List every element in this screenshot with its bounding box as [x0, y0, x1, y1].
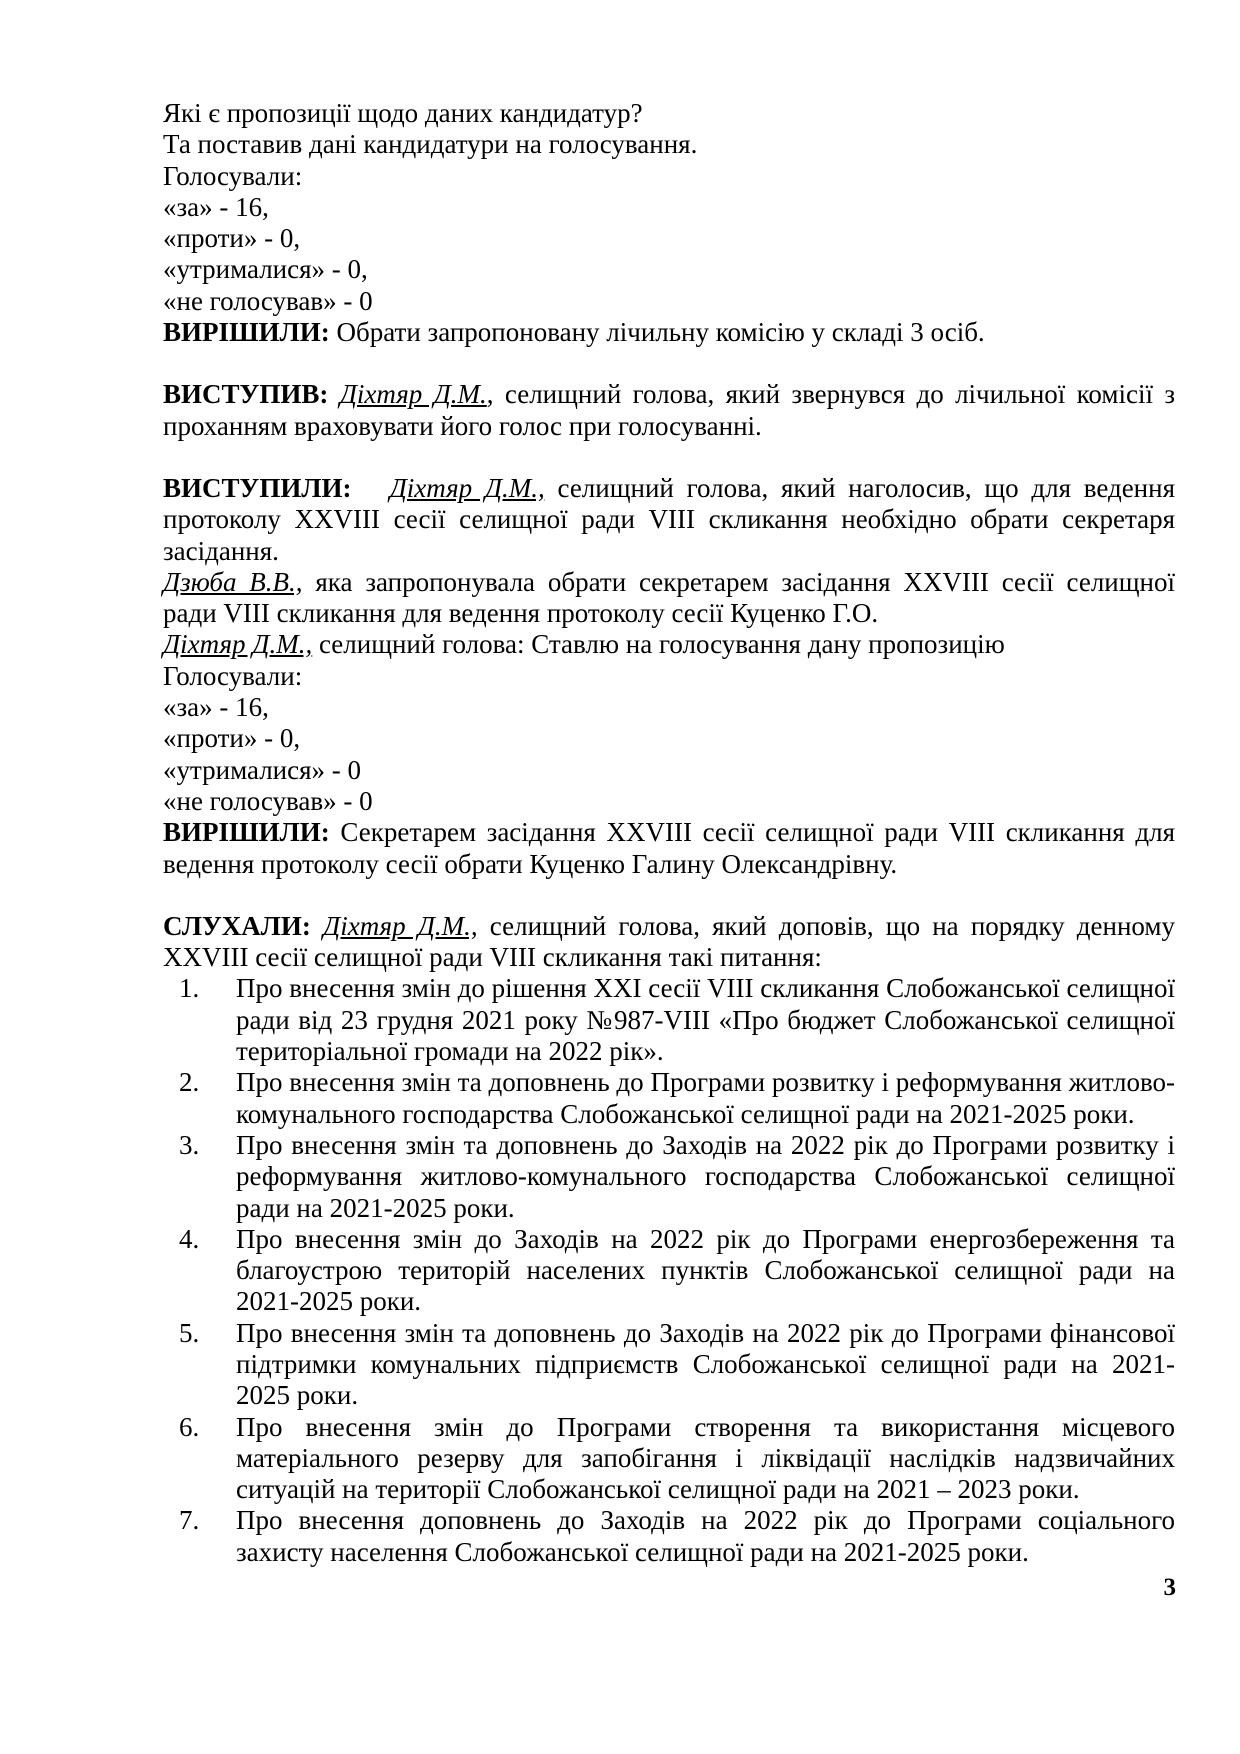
proposal-paragraph [163, 567, 1175, 630]
agenda-item-number: 6. [179, 1411, 200, 1442]
agenda-list [163, 973, 1175, 1568]
decided-text: Секретарем засідання XXVIII сесії селищної ради VIII скликання для ведення протоколу сесії обрати Куценко Галину Олександрівну. [163, 817, 1175, 879]
agenda-item [163, 1412, 1175, 1506]
vote-for: «за» - 16, [163, 191, 269, 222]
agenda-item-number: 1. [179, 973, 200, 1004]
speech-label: ВИСТУПИВ: [163, 379, 329, 410]
speech-text: селищний голова, який наголосив, що для ведення протоколу XXVIII сесії селищної ради VIII скликання необхідно обрати секретаря засідання. [163, 472, 1175, 566]
put-to-vote-text: селищний голова: Ставлю на голосування дану пропозицію [312, 629, 1005, 660]
vote-not-voted: «не голосував» - 0 [163, 785, 373, 816]
agenda-item-text: Про внесення змін до рішення XXI сесії VIII скликання Слобожанської селищної ради від 23 грудня 2021 року №987-VIII «Про бюджет Слобожанської селищної територіальної громади на 2022 рік». [236, 973, 1175, 1067]
agenda-item-text: Про внесення доповнень до Заходів на 2022 рік до Програми соціального захисту населення Слобожанської селищної ради на 2021-2025 роки. [236, 1505, 1175, 1567]
agenda-item-text: Про внесення змін до Заходів на 2022 рік до Програми енергозбереження та благоустрою територій населених пунктів Слобожанської селищної ради на 2021-2025 роки. [236, 1223, 1175, 1317]
agenda-item-text: Про внесення змін та доповнень до Заходів на 2022 рік до Програми розвитку і реформування житлово-комунального господарства Слобожанської селищної ради на 2021-2025 роки. [236, 1129, 1175, 1223]
voted-label: Голосували: [163, 160, 303, 191]
heard-label: СЛУХАЛИ: [163, 910, 311, 941]
agenda-item-text: Про внесення змін та доповнень до Заходів на 2022 рік до Програми фінансової підтримки комунальних підприємств Слобожанської селищної ради на 2021-2025 роки. [236, 1317, 1175, 1411]
agenda-item-number: 4. [179, 1223, 200, 1254]
put-to-vote-paragraph [163, 629, 1175, 660]
speech-text: , селищний голова, який звернувся до лічильної комісії з проханням враховувати його голос при голосуванні. [163, 379, 1176, 441]
voted-label: Голосували: [163, 660, 303, 691]
vote-abstained: «утрималися» - 0 [163, 754, 362, 785]
decided-text: Обрати запропоновану лічильну комісію у складі 3 осіб. [329, 317, 985, 348]
decided-label: ВИРІШИЛИ: [163, 817, 330, 848]
agenda-item-number: 5. [179, 1317, 200, 1348]
agenda-item-number: 3. [179, 1129, 200, 1160]
vote-abstained: «утрималися» - 0, [163, 254, 368, 285]
vote-against: «проти» - 0, [163, 723, 301, 754]
decision-paragraph [163, 317, 1175, 348]
proposal-text: яка запропонувала обрати секретарем засідання XXVIII сесії селищної ради VIII скликання для ведення протоколу сесії Куценко Г.О. [163, 566, 1175, 629]
agenda-item-text: Про внесення змін до Програми створення та використання місцевого матеріального резерву для запобігання і ліквідації наслідків надзвичайних ситуацій на території Слобожанської селищної ради на 2021 – 2023 роки. [236, 1411, 1175, 1505]
speaker-name: Діхтяр Д.М., [389, 472, 545, 503]
speech-paragraph [163, 379, 1175, 442]
agenda-item [163, 1224, 1175, 1318]
decision-paragraph [163, 817, 1175, 880]
speeches-paragraph [163, 473, 1175, 567]
agenda-item [163, 1318, 1175, 1412]
heard-paragraph [163, 911, 1175, 974]
vote-for: «за» - 16, [163, 692, 269, 723]
vote-not-voted: «не голосував» - 0 [163, 285, 373, 316]
agenda-item-text: Про внесення змін та доповнень до Програми розвитку і реформування житлово-комунального господарства Слобожанської селищної ради на 2021-2025 роки. [236, 1067, 1175, 1129]
page-number: 3 [1163, 1574, 1176, 1601]
speeches-label: ВИСТУПИЛИ: [163, 472, 352, 503]
speaker-name: Дзюба В.В., [163, 566, 303, 597]
speaker-name: Діхтяр Д.М., [323, 910, 478, 941]
agenda-item [163, 1130, 1175, 1224]
agenda-item [163, 1067, 1175, 1130]
put-to-vote-line: Та поставив дані кандидатури на голосування. [163, 129, 698, 160]
vote-against: «проти» - 0, [163, 223, 301, 254]
speaker-name: Діхтяр Д.М. [339, 379, 487, 410]
question-line: Які є пропозиції щодо даних кандидатур? [163, 98, 643, 128]
agenda-item [163, 1505, 1175, 1568]
heard-text: селищний голова, який доповів, що на порядку денному XXVIII сесії селищної ради VIII скликання такі питання: [163, 910, 1175, 973]
agenda-item [163, 973, 1175, 1067]
agenda-item-number: 2. [179, 1067, 200, 1098]
agenda-item-number: 7. [179, 1505, 200, 1536]
decided-label: ВИРІШИЛИ: [163, 317, 330, 348]
speaker-name: Діхтяр Д.М., [163, 629, 313, 660]
